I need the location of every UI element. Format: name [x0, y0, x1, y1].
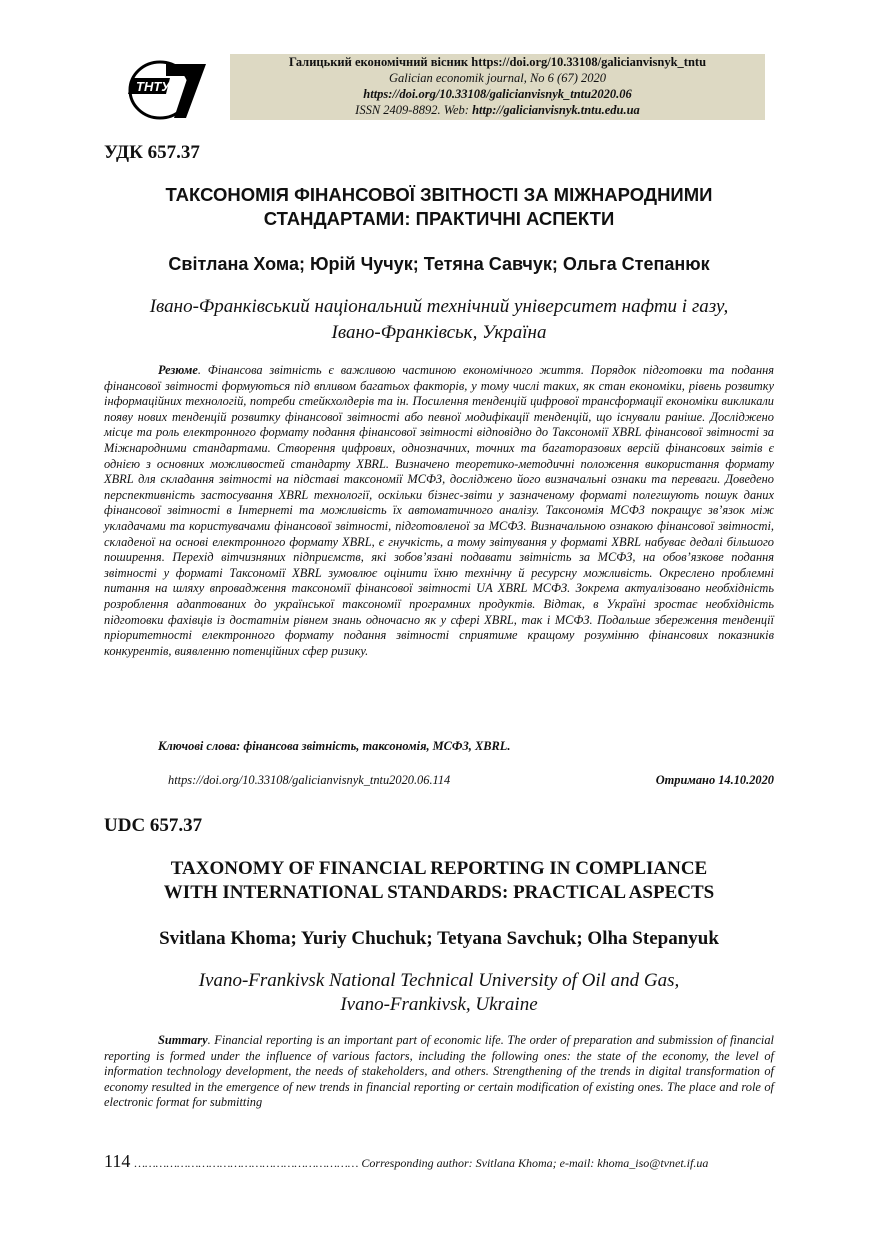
- title-ua-line2: СТАНДАРТАМИ: ПРАКТИЧНІ АСПЕКТИ: [263, 208, 615, 229]
- abstract-ua-text: . Фінансова звітність є важливою частиною економічного життя. Порядок підготовки та подання фінансової звітності формуються під впливом багатьох факторів, у тому числі таких, як стан економіки, рівень розвитку інформаційних технологій, потреби стейкхолдерів та ін. Посилення тенденцій цифрової трансформації економіки викликали появу нових тенденцій розвитку фінансової звітності або певної модифікації тенденцій, що існували раніше. Досліджено місце та роль електронного формату подання фінансової звітності відповідно до Таксономії XBRL фінансової звітності за Міжнародними стандартами. Створення цифрових, однозначних, точних та багаторазових версій фінансових звітів є однією з основних можливостей стандарту XBRL. Визначено теоретико-методичні положення використання формату XBRL для складання звітності на підставі таксономії МСФЗ, досліджено його визначальні ознаки та переваги. Доведено перспективність застосування XBRL технології, оскільки бізнес-звіти у зазначеному форматі полегшують пошук даних фінансової звітності в Інтернеті та можливість їх автоматичного аналізу. Таксономія МСФЗ покращує зв’язок між укладачами та користувачами фінансової звітності, підготовленої за МСФЗ. Визначальною ознакою фінансової звітності, складеної на основі електронного формату XBRL, є гнучкість, а тому звітування у форматі XBRL набуває дедалі більшого поширення. Перехід вітчизняних підприємств, які зобов’язані подавати звітність за МСФЗ, на обов’язкове подання звітності у форматі Таксономії XBRL зумовлює оцінити їхню технічну й ресурсну можливість. Окреслено проблемні питання на шляху впровадження таксономії фінансової звітності UA XBRL МСФЗ. Зокрема актуалізовано необхідність розроблення адаптованих до української таксономії програмних продуктів. Відтак, в Україні зростає необхідність підготовки фахівців із достатнім рівнем знань одночасно як у сфері XBRL, так і МСФЗ. Подальше збереження тенденції пріоритетності електронного формату подання звітності сприятиме кращому розумінню фінансових показників конкурентів, виявленню потенційних сфер ризику.: [104, 363, 774, 658]
- affiliation-ua: [104, 294, 774, 346]
- footer-dots: ………………………………………………………: [134, 1156, 359, 1170]
- article-title-en: [104, 857, 774, 905]
- udk-code: УДК 657.37: [104, 142, 200, 163]
- affiliation-ua-line2: Івано-Франківськ, Україна: [331, 322, 547, 343]
- authors-ua: Світлана Хома; Юрій Чучук; Тетяна Савчук; Ольга Степанюк: [168, 254, 710, 274]
- journal-header: [230, 54, 765, 120]
- issn-text: ISSN 2409-8892. Web:: [355, 103, 473, 117]
- page-footer: [104, 1151, 774, 1172]
- journal-logo: [126, 54, 208, 122]
- page-number: 114: [104, 1151, 131, 1171]
- summary-en-label: Summary: [158, 1033, 208, 1047]
- keywords-ua: Ключові слова: фінансова звітність, таксономія, МСФЗ, XBRL.: [158, 739, 511, 753]
- logo-text: ТНТУ: [136, 79, 171, 94]
- title-ua-line1: ТАКСОНОМІЯ ФІНАНСОВОЇ ЗВІТНОСТІ ЗА МІЖНАРОДНИМИ: [165, 184, 713, 205]
- udc-code: UDC 657.37: [104, 815, 203, 836]
- summary-en-text: . Financial reporting is an important part of economic life. The order of preparation and submission of financial reporting is formed under the influence of various factors, including the following ones: the state of the economy, the level of information technology development, the needs of stakeholders, and others. Strengthening of the trends in digital transformation of economy resulted in the emergence of new trends in financial reporting or certain modification of existing ones. The place and role of electronic format for submitting: [104, 1033, 774, 1110]
- affiliation-ua-line1: Івано-Франківський національний технічний університет нафти і газу,: [149, 296, 729, 317]
- title-en-line1: TAXONOMY OF FINANCIAL REPORTING IN COMPLIANCE: [170, 858, 708, 879]
- affiliation-en-line1: Ivano-Frankivsk National Technical University of Oil and Gas,: [198, 970, 680, 991]
- affiliation-en: [104, 969, 774, 1017]
- abstract-ua: [104, 363, 774, 659]
- article-doi-link[interactable]: https://doi.org/10.33108/galicianvisnyk_tntu2020.06.114: [168, 773, 451, 787]
- received-date: Отримано 14.10.2020: [655, 773, 774, 787]
- journal-issue: Galician economik journal, No 6 (67) 2020: [389, 71, 606, 85]
- journal-name: Галицький економічний вісник https://doi.org/10.33108/galicianvisnyk_tntu: [288, 55, 707, 69]
- issn-line: [230, 102, 765, 118]
- affiliation-en-line2: Ivano-Frankivsk, Ukraine: [340, 994, 538, 1015]
- corresponding-author: Corresponding author: Svitlana Khoma; e-mail: khoma_iso@tvnet.if.ua: [358, 1156, 709, 1170]
- article-title-ua: [104, 183, 774, 231]
- summary-en: [104, 1033, 774, 1111]
- journal-website-link[interactable]: http://galicianvisnyk.tntu.edu.ua: [472, 103, 640, 117]
- title-en-line2: WITH INTERNATIONAL STANDARDS: PRACTICAL ASPECTS: [163, 882, 715, 903]
- issue-doi: https://doi.org/10.33108/galicianvisnyk_tntu2020.06: [363, 87, 632, 101]
- authors-en: Svitlana Khoma; Yuriy Chuchuk; Tetyana Savchuk; Olha Stepanyuk: [159, 928, 719, 949]
- abstract-ua-label: Резюме: [158, 363, 198, 377]
- tntu-logo-icon: [126, 54, 208, 122]
